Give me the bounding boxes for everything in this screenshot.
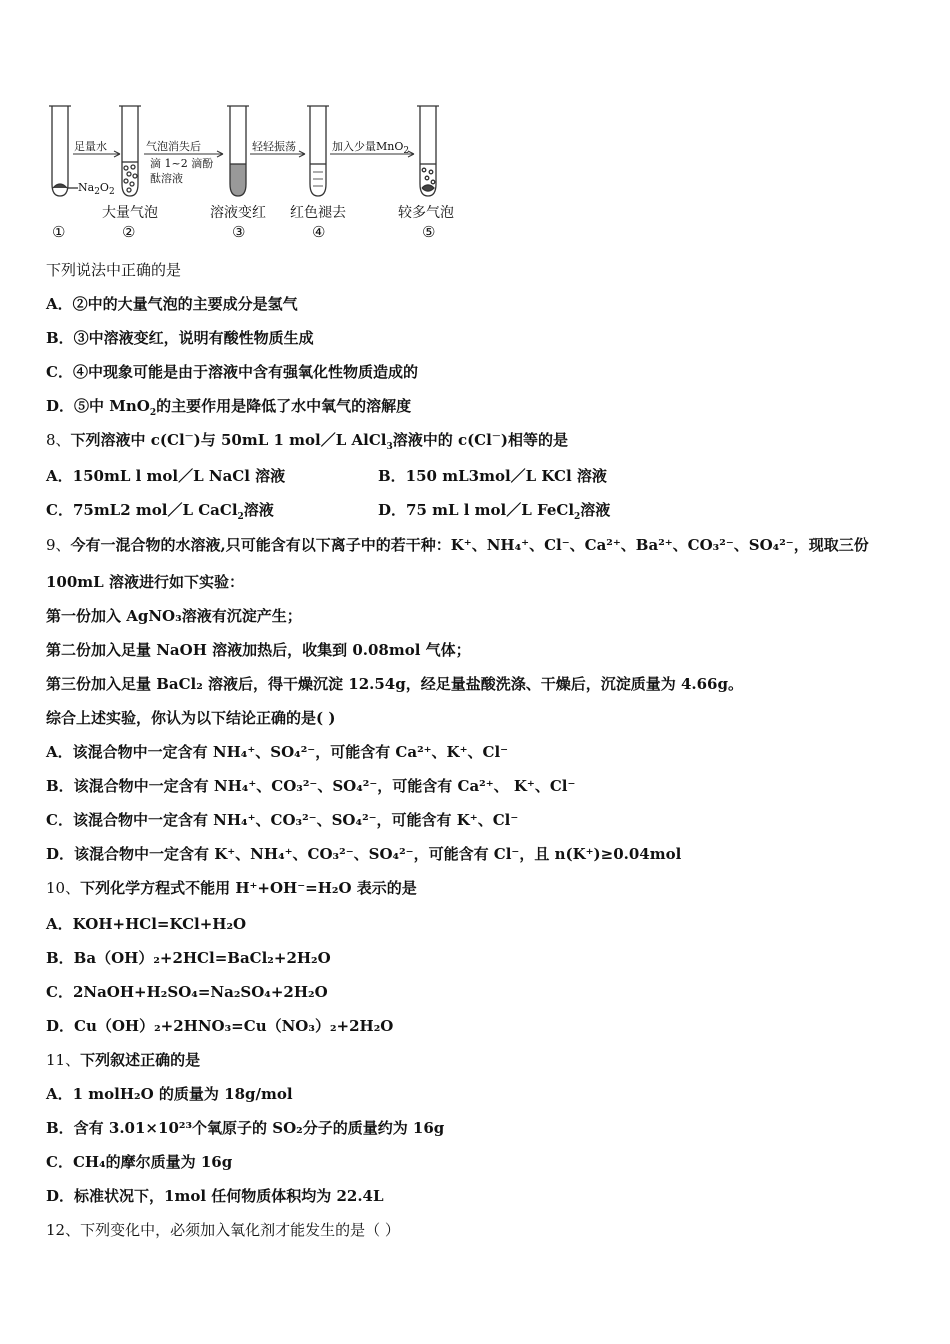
caption-4: 红色褪去 [290,205,346,221]
q9-stem-line2: 100mL 溶液进行如下实验： [46,573,244,591]
q9-option-b: B．该混合物中一定含有 NH₄⁺、CO₃²⁻、SO₄²⁻，可能含有 Ca²⁺、 K⁺、Cl⁻ [46,777,576,795]
q11-option-c: C．CH₄的摩尔质量为 16g [46,1153,233,1171]
test-tube-3 [227,106,249,196]
q9-experiment-3: 第三份加入足量 BaCl₂ 溶液后，得干燥沉淀 12.54g，经足量盐酸洗涤、干燥后，沉淀质量为 4.66g。 [46,675,743,693]
q9-stem-line1: 9、今有一混合物的水溶液,只可能含有以下离子中的若干种：K⁺、NH₄⁺、Cl⁻、Ca²⁺、Ba²⁺、CO₃²⁻、SO₄²⁻，现取三份 [46,536,869,554]
q7-option-d: D．⑤中 MnO$_2$的主要作用是降低了水中氧气的溶解度 [46,397,412,418]
q9-experiment-2: 第二份加入足量 NaOH 溶液加热后，收集到 0.08mol 气体； [46,641,471,659]
test-tube-5 [417,106,439,196]
tube-number-4: ④ [312,223,326,241]
q9-option-a: A．该混合物中一定含有 NH₄⁺、SO₄²⁻，可能含有 Ca²⁺、K⁺、Cl⁻ [46,743,509,761]
q10-option-c: C．2NaOH+H₂SO₄=Na₂SO₄+2H₂O [46,983,328,1001]
q10-option-b: B．Ba（OH）₂+2HCl=BaCl₂+2H₂O [46,949,331,967]
tube-number-5: ⑤ [422,223,436,241]
arrow-2-label-top: 气泡消失后 [146,140,201,153]
q11-option-d: D．标准状况下，1mol 任何物质体积均为 22.4L [46,1187,384,1205]
q8-option-d: D．75 mL l mol／L FeCl$_2$溶液 [378,501,611,522]
q7-option-b: B．③中溶液变红，说明有酸性物质生成 [46,329,314,347]
q9-option-c: C．该混合物中一定含有 NH₄⁺、CO₃²⁻、SO₄²⁻，可能含有 K⁺、Cl⁻ [46,811,519,829]
reagent-label: $Na_2O_2$ [78,181,115,198]
q9-option-d: D．该混合物中一定含有 K⁺、NH₄⁺、CO₃²⁻、SO₄²⁻，可能含有 Cl⁻，且 n(K⁺)≥0.04mol [46,845,682,863]
arrow-1-label: 足量水 [74,140,107,153]
q7-option-a: A．②中的大量气泡的主要成分是氢气 [46,295,298,313]
q7-stem: 下列说法中正确的是 [46,261,182,279]
test-tubes-diagram [40,96,470,246]
q7-option-c: C．④中现象可能是由于溶液中含有强氧化性物质造成的 [46,363,418,381]
q12-stem: 12、下列变化中，必须加入氧化剂才能发生的是（ ） [46,1221,400,1239]
experiment-figure [40,96,470,246]
q10-stem: 10、下列化学方程式不能用 H⁺+OH⁻=H₂O 表示的是 [46,879,417,897]
tube-number-1: ① [52,223,66,241]
q9-ask: 综合上述实验，你认为以下结论正确的是( ) [46,709,336,727]
tube-number-3: ③ [232,223,246,241]
caption-3: 溶液变红 [210,205,266,221]
test-tube-4 [307,106,329,196]
q10-option-a: A．KOH+HCl=KCl+H₂O [46,915,247,933]
caption-2: 大量气泡 [102,205,158,221]
caption-5: 较多气泡 [398,205,454,221]
q11-option-a: A．1 molH₂O 的质量为 18g/mol [46,1085,293,1103]
q8-option-a: A．150mL l mol／L NaCl 溶液 [46,467,286,485]
q10-option-d: D．Cu（OH）₂+2HNO₃=Cu（NO₃）₂+2H₂O [46,1017,394,1035]
q9-experiment-1: 第一份加入 AgNO₃溶液有沉淀产生； [46,607,302,625]
q8-stem: 8、下列溶液中 c(Cl－)与 50mL 1 mol／L AlCl$_3$溶液中的 c(Cl－)相等的是 [46,431,568,452]
q8-option-c: C．75mL2 mol／L CaCl$_2$溶液 [46,501,274,522]
test-tube-2 [119,106,141,196]
arrow-2-label-mid: 滴 1~2 滴酚 [150,157,214,170]
arrow-3-label: 轻轻振荡 [252,140,296,153]
q8-option-b: B．150 mL3mol／L KCl 溶液 [378,467,607,485]
q11-option-b: B．含有 3.01×10²³个氧原子的 SO₂分子的质量约为 16g [46,1119,445,1137]
tube-number-2: ② [122,223,136,241]
q11-stem: 11、下列叙述正确的是 [46,1051,201,1069]
arrow-2-label-bot: 酞溶液 [150,172,183,185]
arrow-4-label: 加入少量MnO$_2$ [332,140,410,157]
